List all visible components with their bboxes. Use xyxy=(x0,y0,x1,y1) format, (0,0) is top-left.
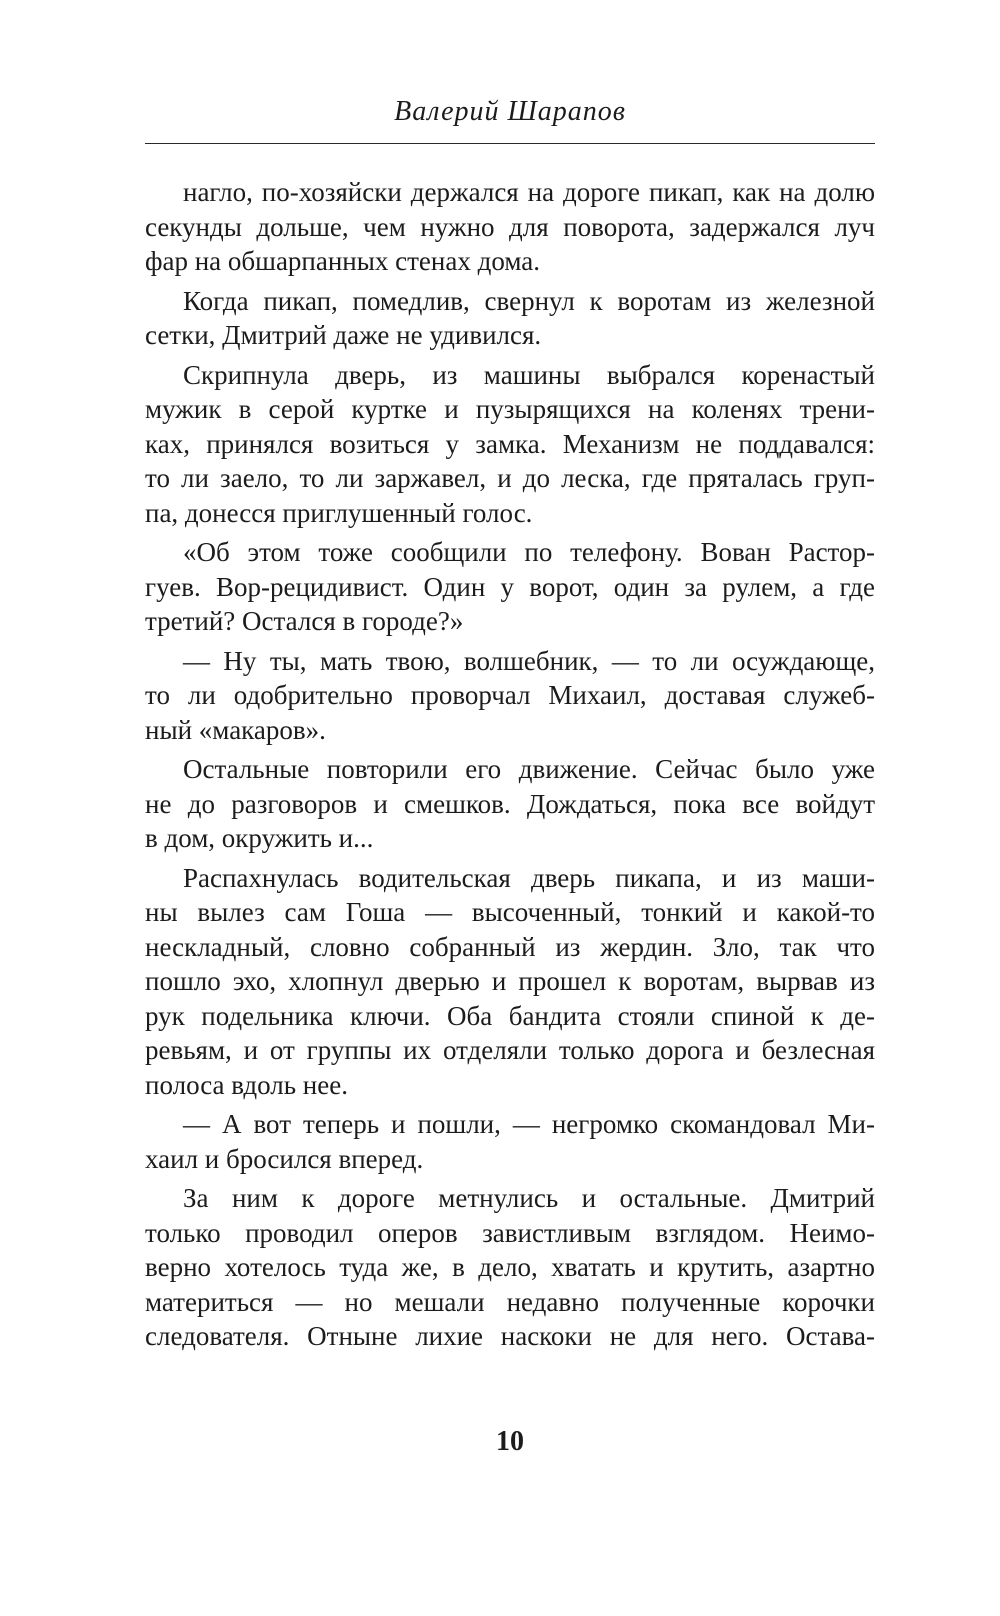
page-number: 10 xyxy=(496,1426,524,1457)
text-line: следователя. Отныне лихие наскоки не для него. Остава- xyxy=(145,1321,875,1351)
text-line: хаил и бросился вперед. xyxy=(145,1143,424,1174)
text-line: ках, принялся возиться у замка. Механизм не поддавался: xyxy=(145,428,875,459)
text-line: третий? Остался в городе?» xyxy=(145,606,464,636)
text-line: фар на обшарпанных стенах дома. xyxy=(145,246,540,276)
text-line: ревьям, и от группы их отделяли только дорога и безлесная xyxy=(145,1035,875,1065)
text-line: не до разговоров и смешков. Дождаться, пока все войдут xyxy=(145,788,875,819)
text-line: секунды дольше, чем нужно для поворота, задержался луч xyxy=(145,211,875,242)
text-line: то ли одобрительно проворчал Михаил, доставая служеб- xyxy=(145,680,875,710)
text-line: нагло, по-хозяйски держался на дороге пикап, как на долю xyxy=(183,177,875,207)
text-line: Остальные повторили его движение. Сейчас было уже xyxy=(183,754,875,784)
text-line: нескладный, словно собранный из жердин. Зло, так что xyxy=(145,931,875,962)
paragraph xyxy=(145,358,875,531)
text-line: — Ну ты, мать твою, волшебник, — то ли осуждающе, xyxy=(183,645,875,676)
paragraph xyxy=(145,1107,875,1176)
text-line: Распахнулась водительская дверь пикапа, и из маши- xyxy=(183,862,875,893)
text-line: только проводил оперов завистливым взглядом. Неимо- xyxy=(145,1217,875,1248)
text-line: ны вылез сам Гоша — высоченный, тонкий и какой-то xyxy=(145,897,875,927)
paragraph xyxy=(145,175,875,279)
text-line: па, донесся приглушенный голос. xyxy=(145,497,533,528)
paragraph xyxy=(145,284,875,353)
text-line: Скрипнула дверь, из машины выбрался коренастый xyxy=(183,359,875,390)
running-head-author: Валерий Шарапов xyxy=(394,96,626,127)
text-line: «Об этом тоже сообщили по телефону. Вован Растор- xyxy=(183,537,875,567)
text-line: то ли заело, то ли заржавел, и до леска, где пряталась груп- xyxy=(145,463,875,493)
text-line: мужик в серой куртке и пузырящихся на коленях трени- xyxy=(145,394,875,424)
paragraph xyxy=(145,1181,875,1354)
text-line: полоса вдоль нее. xyxy=(145,1069,348,1100)
text-line: материться — но мешали недавно полученные корочки xyxy=(145,1286,875,1317)
text-line: рук подельника ключи. Оба бандита стояли спиной к де- xyxy=(145,1000,875,1031)
text-line: гуев. Вор-рецидивист. Один у ворот, один за рулем, а где xyxy=(145,571,875,602)
text-line: верно хотелось туда же, в дело, хватать и крутить, азартно xyxy=(145,1252,875,1282)
text-line: сетки, Дмитрий даже не удивился. xyxy=(145,320,542,350)
text-line: За ним к дороге метнулись и остальные. Дмитрий xyxy=(183,1183,875,1213)
text-line: ный «макаров». xyxy=(145,714,326,745)
paragraph xyxy=(145,644,875,748)
paragraph xyxy=(145,861,875,1103)
text-line: — А вот теперь и пошли, — негромко скомандовал Ми- xyxy=(183,1109,875,1139)
paragraph xyxy=(145,535,875,639)
body-text xyxy=(145,175,875,1359)
paragraph xyxy=(145,752,875,856)
text-line: Когда пикап, помедлив, свернул к воротам из железной xyxy=(183,285,875,316)
text-line: в дом, окружить и... xyxy=(145,823,374,853)
text-line: пошло эхо, хлопнул дверью и прошел к воротам, вырвав из xyxy=(145,966,875,996)
header-rule xyxy=(145,143,875,144)
